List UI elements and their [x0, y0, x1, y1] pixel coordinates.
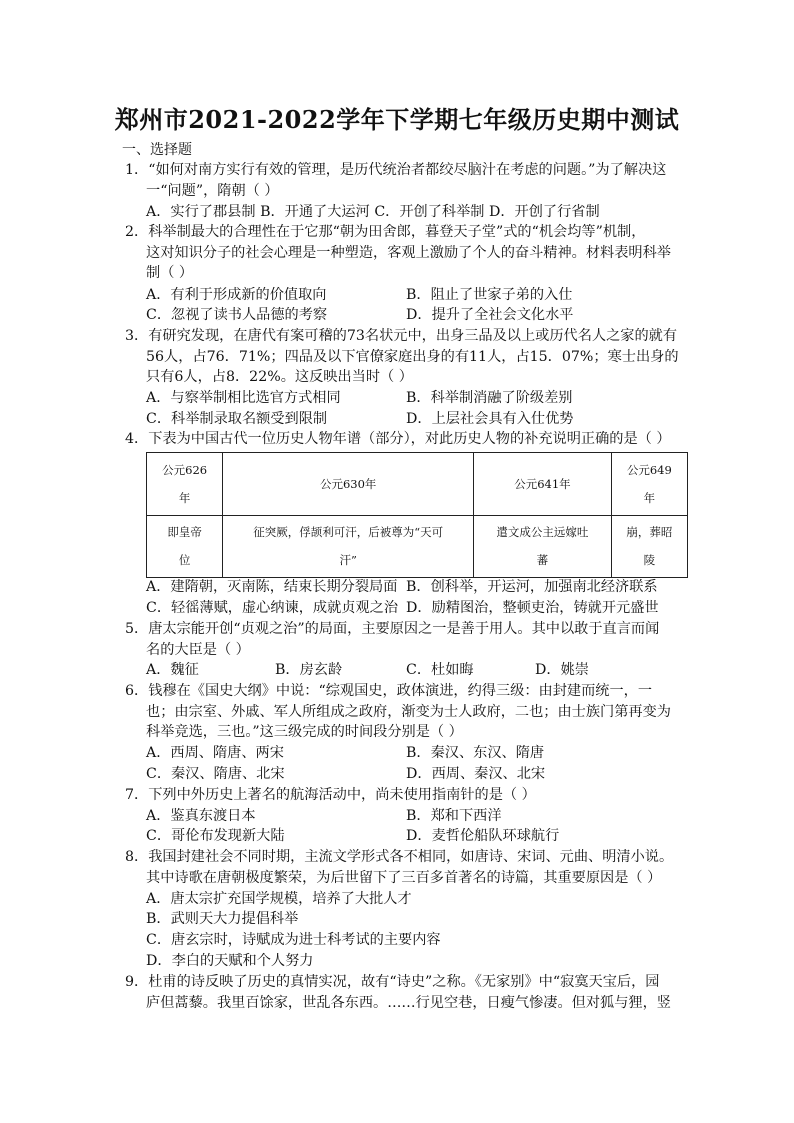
question-7-option-a: A．鉴真东渡日本 [146, 808, 256, 824]
question-1-options: A．实行了郡县制 B．开通了大运河 C．开创了科举制 D．开创了行省制 [146, 204, 600, 220]
question-4-line-1: 4．下表为中国古代一位历史人物年谱（部分），对此历史人物的补充说明正确的是（ ） [125, 431, 671, 447]
question-5-line-1: 5．唐太宗能开创“贞观之治”的局面，主要原因之一是善于用人。其中以敢于直言而闻 [125, 621, 660, 637]
question-7-option-d: D．麦哲伦船队环球航行 [406, 828, 560, 844]
year-626-label: 公元626 [162, 462, 208, 477]
event-649-line-2: 陵 [643, 553, 656, 568]
table-cell [147, 453, 223, 516]
section-heading: 一、选择题 [122, 142, 192, 158]
question-8-line-1: 8．我国封建社会不同时期，主流文学形式各不相同，如唐诗、宋词、元曲、明清小说。 [125, 849, 674, 865]
event-641-line-1: 遣文成公主远嫁吐 [496, 525, 589, 540]
question-5-option-a: A．魏征 [146, 662, 199, 678]
exam-title: 郑州市2021-2022学年下学期七年级历史期中测试 [114, 105, 680, 134]
question-5-option-c: C．杜如晦 [406, 662, 474, 678]
question-6-line-3: 科举竞选，三也。”这三级完成的时间段分别是（ ） [146, 724, 463, 740]
question-6-option-b: B．秦汉、东汉、隋唐 [406, 745, 545, 761]
question-4-option-c: C．轻徭薄赋，虚心纳谏，成就贞观之治 [146, 600, 399, 616]
question-7-option-b: B．郑和下西洋 [406, 808, 502, 824]
table-cell [223, 453, 474, 516]
question-2-line-1: 2．科举制最大的合理性在于它那“朝为田舍郎，暮登天子堂”式的“机会均等”机制， [125, 224, 646, 240]
question-2-option-d: D．提升了全社会文化水平 [406, 307, 574, 323]
year-641-label: 公元641年 [514, 476, 571, 491]
event-626-line-1: 即皇帝 [167, 525, 202, 540]
question-6-line-2: 也；由宗室、外戚、军人所组成之政府，渐变为士人政府，二也；由士族门第再变为 [146, 704, 671, 720]
question-2-option-a: A．有利于形成新的价值取向 [146, 287, 327, 303]
event-626-line-2: 位 [178, 553, 191, 568]
chronology-table [146, 452, 688, 578]
question-3-option-a: A．与察举制相比选官方式相同 [146, 390, 341, 406]
question-2-line-3: 制（ ） [146, 265, 194, 281]
question-7-option-c: C．哥伦布发现新大陆 [146, 828, 285, 844]
question-4-option-d: D．励精图治，整顿吏治，铸就开元盛世 [406, 600, 659, 616]
year-626-suffix: 年 [178, 490, 191, 505]
question-1-line-1: 1．“如何对南方实行有效的管理，是历代统治者都绞尽脑汁在考虑的问题。”为了解决这 [125, 162, 667, 178]
question-3-option-c: C．科举制录取名额受到限制 [146, 411, 328, 427]
question-5-line-2: 名的大臣是（ ） [146, 642, 250, 658]
question-2-option-b: B．阻止了世家子弟的入仕 [406, 287, 573, 303]
question-8-option-c: C．唐玄宗时，诗赋成为进士科考试的主要内容 [146, 932, 441, 948]
question-1-line-2: 一“问题”，隋朝（ ） [146, 183, 279, 199]
question-5-option-d: D．姚崇 [535, 662, 589, 678]
question-3-line-2: 56人，占76．71%；四品及以下官僚家庭出身的有11人，占15．07%；寒士出身的 [146, 349, 679, 365]
question-3-line-1: 3．有研究发现，在唐代有案可稽的73名状元中，出身三品及以上或历代名人之家的就有 [125, 328, 678, 344]
event-649-line-1: 崩，葬昭 [626, 525, 673, 540]
question-2-line-2: 这对知识分子的社会心理是一种塑造，客观上激励了个人的奋斗精神。材料表明科举 [146, 245, 671, 261]
question-6-option-a: A．西周、隋唐、两宋 [146, 745, 284, 761]
table-cell [223, 515, 474, 578]
year-649-label: 公元649 [626, 462, 672, 477]
question-6-option-d: D．西周、秦汉、北宋 [406, 766, 546, 782]
question-8-option-a: A．唐太宗扩充国学规模，培养了大批人才 [146, 891, 412, 907]
question-8-option-d: D．李白的天赋和个人努力 [146, 953, 314, 969]
question-6-option-c: C．秦汉、隋唐、北宋 [146, 766, 285, 782]
question-9-line-1: 9．杜甫的诗反映了历史的真情实况，故有“诗史”之称。《无家别》中“寂寞天宝后，园 [125, 974, 660, 990]
question-6-line-1: 6．钱穆在《国史大纲》中说：“综观国史，政体演进，约得三级：由封建而统一，一 [125, 683, 653, 699]
event-630-line-1: 征突厥，俘颉利可汗，后被尊为“天可 [253, 525, 444, 540]
question-3-option-b: B．科举制消融了阶级差别 [406, 390, 573, 406]
table-cell [611, 453, 687, 516]
question-9-line-2: 庐但蒿藜。我里百馀家，世乱各东西。……行见空巷，日瘦气惨凄。但对狐与狸，竖 [146, 995, 671, 1011]
table-cell [474, 515, 611, 578]
question-4-option-a: A．建隋朝，灭南陈，结束长期分裂局面 [146, 579, 398, 595]
event-641-line-2: 蕃 [536, 553, 549, 568]
question-7-line-1: 7．下列中外历史上著名的航海活动中，尚未使用指南针的是（ ） [125, 787, 536, 803]
event-630-line-2: 汗” [339, 553, 357, 568]
question-8-line-2: 其中诗歌在唐朝极度繁荣，为后世留下了三百多首著名的诗篇，其重要原因是（ ） [146, 870, 662, 886]
question-5-option-b: B．房玄龄 [275, 662, 343, 678]
question-4-option-b: B．创科举，开运河，加强南北经济联系 [406, 579, 658, 595]
question-8-option-b: B．武则天大力提倡科举 [146, 911, 299, 927]
table-cell [474, 453, 611, 516]
table-row [147, 515, 688, 578]
question-3-line-3: 只有6人，占8．22%。这反映出当时（ ） [146, 369, 413, 385]
year-630-label: 公元630年 [319, 476, 377, 491]
question-2-option-c: C．忽视了读书人品德的考察 [146, 307, 328, 323]
table-cell [147, 515, 223, 578]
table-cell [611, 515, 687, 578]
table-row [147, 453, 688, 516]
question-3-option-d: D．上层社会具有入仕优势 [406, 411, 574, 427]
year-649-suffix: 年 [643, 490, 656, 505]
